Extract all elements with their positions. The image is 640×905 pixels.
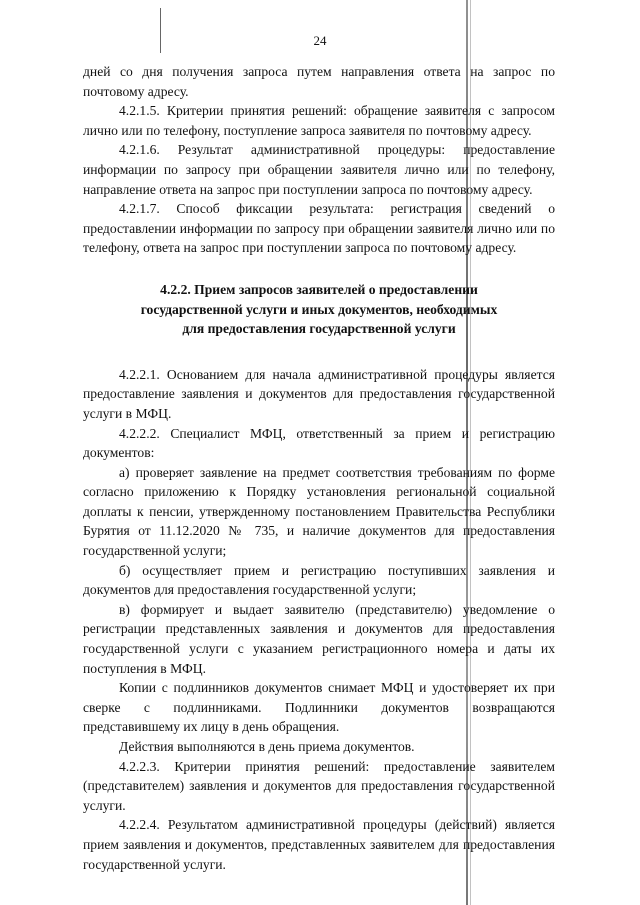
document-body xyxy=(83,62,555,874)
paragraph: 4.2.1.6. Результат административной процедуры: предоставление информации по запросу при обращении заявителя лично или по телефону, направление ответа на запрос при поступлении запроса по почтовому адресу. xyxy=(83,142,555,197)
paragraph: Копии с подлинников документов снимает МФЦ и удостоверяет их при сверке с подлинниками. Подлинники документов возвращаются представившему их лицу в день обращения. xyxy=(83,680,555,735)
list-item: в) формирует и выдает заявителю (представителю) уведомление о регистрации представленных заявления и документов для предоставления государственной услуги с указанием регистрационного номера и даты их поступления в МФЦ. xyxy=(83,601,555,676)
paragraph: 4.2.1.5. Критерии принятия решений: обращение заявителя с запросом лично или по телефону, поступление запроса заявителя по почтовому адресу. xyxy=(83,103,555,138)
section-heading-line: государственной услуги и иных документов, необходимых xyxy=(140,301,498,317)
page-number: 24 xyxy=(313,33,327,48)
paragraph: Действия выполняются в день приема документов. xyxy=(119,739,415,754)
paragraph: 4.2.2.1. Основанием для начала административной процедуры является предоставление заявления и документов для предоставления государственной услуги в МФЦ. xyxy=(83,366,555,421)
paragraph: 4.2.2.4. Результатом административной процедуры (действий) является прием заявления и документов, представленных заявителем для предоставления государственной услуги. xyxy=(83,817,555,872)
section-heading-line: 4.2.2. Прием запросов заявителей о предоставлении xyxy=(160,281,478,297)
paragraph: дней со дня получения запроса путем направления ответа на запрос по почтовому адресу. xyxy=(83,64,555,99)
section-heading xyxy=(83,280,555,339)
list-item: б) осуществляет прием и регистрацию поступивших заявления и документов для предоставления государственной услуги; xyxy=(83,562,555,598)
list-item: а) проверяет заявление на предмет соответствия требованиям по форме согласно приложению к Порядку установления региональной социальной доплаты к пенсии, утвержденному постановлением Правительства Республики Бурятия от 11.12.2020 № 735, и наличие документов для предоставления государственной услуги; xyxy=(83,464,555,559)
paragraph: 4.2.2.2. Специалист МФЦ, ответственный за прием и регистрацию документов: xyxy=(83,425,555,461)
section-heading-line: для предоставления государственной услуги xyxy=(182,321,456,337)
paragraph: 4.2.1.7. Способ фиксации результата: регистрация сведений о предоставлении информации по запросу при обращении заявителя лично или по телефону, ответа на запрос при поступлении запроса по почтовому адресу. xyxy=(83,201,555,256)
paragraph: 4.2.2.3. Критерии принятия решений: предоставление заявителем (представителем) заявления и документов для предоставления государственной услуги. xyxy=(83,758,555,813)
